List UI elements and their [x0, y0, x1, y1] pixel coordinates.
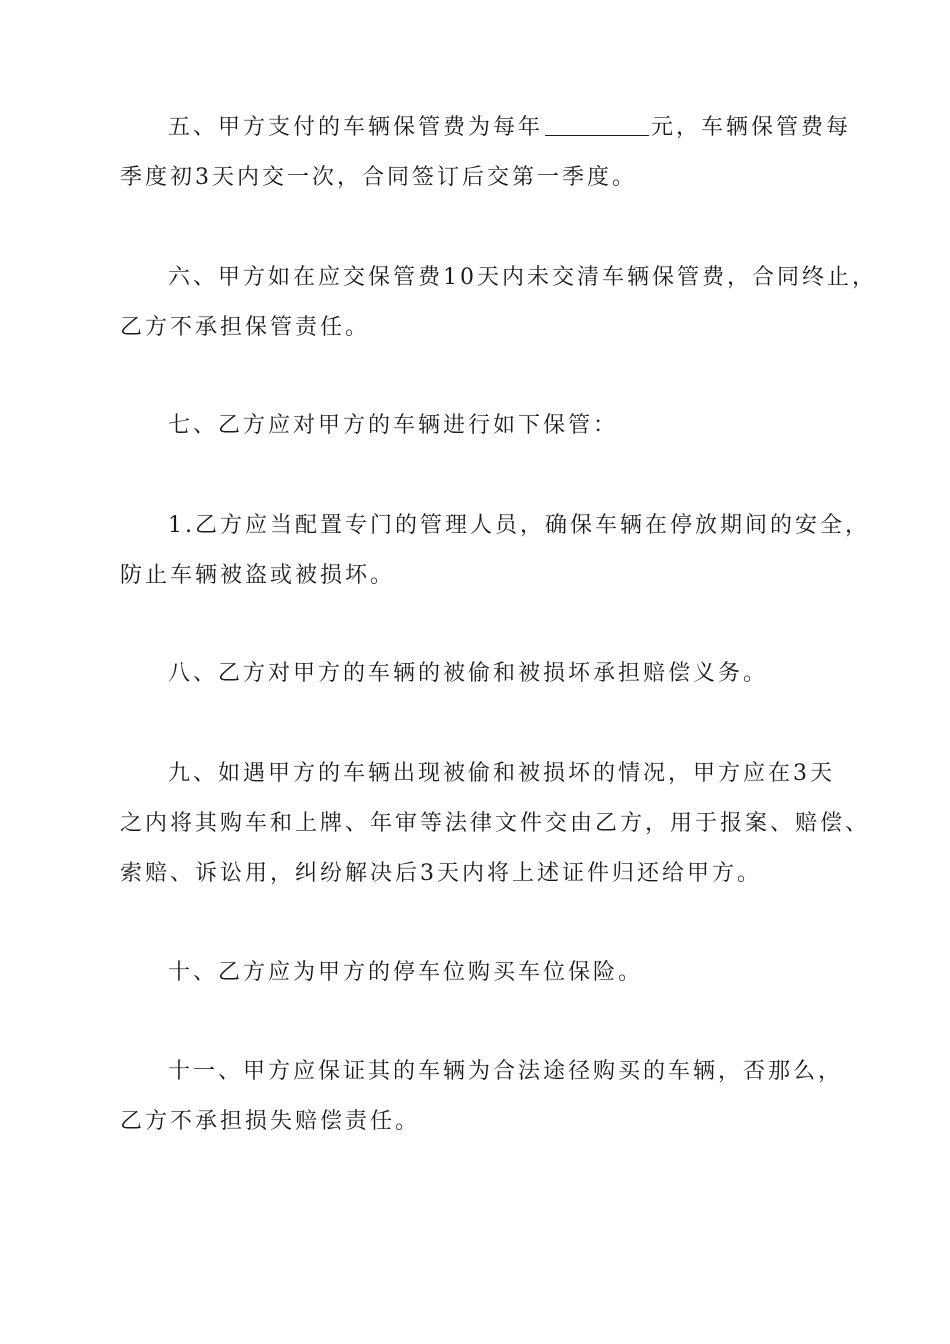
clause-line: 之内将其购车和上牌、年审等法律文件交由乙方，用于报案、赔偿、: [120, 811, 871, 836]
fee-blank: [545, 113, 649, 136]
clause-line: 十一、甲方应保证其的车辆为合法途径购买的车辆，否那么，: [168, 1059, 844, 1084]
clause-line: 1.乙方应当配置专门的管理人员，确保车辆在停放期间的安全，: [168, 513, 870, 538]
clause-line: [120, 103, 852, 153]
clause-line: 乙方不承担损失赔偿责任。: [120, 1109, 421, 1134]
clause-7-item-1: [120, 501, 870, 601]
clause-line: 十、乙方应为甲方的停车位购买车位保险。: [168, 960, 644, 985]
clause-text: 元，车辆保管费每: [651, 115, 852, 140]
clause-10: [120, 948, 840, 998]
clause-line: 七、乙方应对甲方的车辆进行如下保管：: [168, 413, 619, 438]
clause-7: [120, 401, 840, 451]
clause-line: 索赔、诉讼用，纠纷解决后3天内将上述证件归还给甲方。: [120, 861, 762, 886]
clause-text: 五、甲方支付的车辆保管费为每年: [168, 115, 544, 140]
clause-11: [120, 1047, 844, 1147]
clause-line: 防止车辆被盗或被损坏。: [120, 563, 396, 588]
clause-9: [120, 749, 871, 899]
clause-line: 九、如遇甲方的车辆出现被偷和被损坏的情况，甲方应在3天: [168, 761, 835, 786]
clause-8: [120, 649, 840, 699]
clause-line: 八、乙方对甲方的车辆的被偷和被损坏承担赔偿义务。: [168, 661, 769, 686]
clause-line: 乙方不承担保管责任。: [120, 315, 371, 340]
clause-line: 季度初3天内交一次，合同签订后交第一季度。: [120, 165, 637, 190]
clause-5: [120, 103, 852, 203]
clause-6: [120, 253, 877, 353]
clause-line: 六、甲方如在应交保管费10天内未交清车辆保管费，合同终止，: [168, 265, 877, 290]
